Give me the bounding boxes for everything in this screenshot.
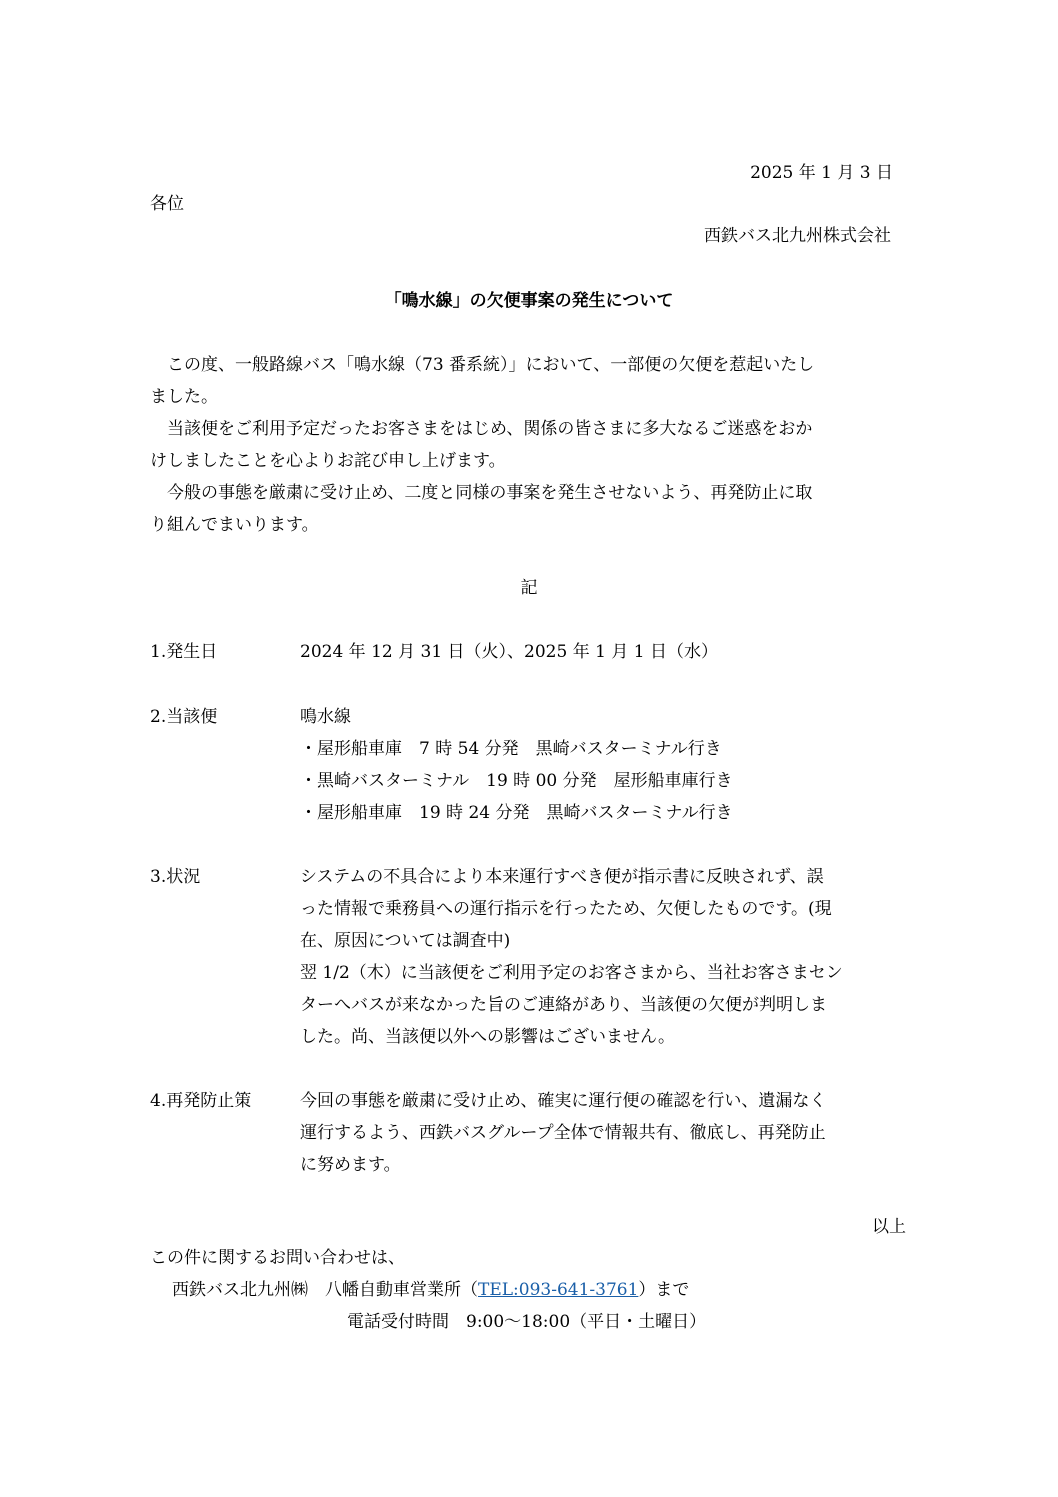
section-label-situation: 3.状況 <box>150 867 201 887</box>
section-content-line: ・黒崎バスターミナル 19 時 00 分発 屋形船車庫行き <box>300 771 733 791</box>
section-content-line: に努めます。 <box>300 1155 401 1175</box>
addressee: 各位 <box>150 194 184 214</box>
section-label-occurrence-date: 1.発生日 <box>150 642 218 662</box>
issuer-company: 西鉄バス北九州株式会社 <box>704 226 891 246</box>
contact-hours: 電話受付時間 9:00～18:00（平日・土曜日） <box>347 1312 707 1332</box>
contact-office-suffix: ）まで <box>638 1280 690 1300</box>
section-content-line: ・屋形船車庫 19 時 24 分発 黒崎バスターミナル行き <box>300 803 733 823</box>
intro-line: 今般の事態を厳粛に受け止め、二度と同様の事案を発生させないよう、再発防止に取 <box>150 483 813 503</box>
intro-line: けしましたことを心よりお詫び申し上げます。 <box>150 451 506 471</box>
section-content-line: した。尚、当該便以外への影響はございません。 <box>300 1027 676 1047</box>
section-content-line: 今回の事態を厳粛に受け止め、確実に運行便の確認を行い、遺漏なく <box>300 1091 827 1111</box>
ki-heading: 記 <box>520 578 538 598</box>
contact-office <box>172 1275 689 1300</box>
section-content-line: 2024 年 12 月 31 日（火）、2025 年 1 月 1 日（水） <box>300 642 718 662</box>
closing-mark: 以上 <box>872 1217 906 1237</box>
phone-link[interactable]: TEL:093-641-3761 <box>478 1280 639 1300</box>
section-content-line: 在、原因については調査中) <box>300 931 511 951</box>
intro-line: この度、一般路線バス「鳴水線（73 番系統）」において、一部便の欠便を惹起いたし <box>150 355 815 375</box>
section-content-line: 翌 1/2（木）に当該便をご利用予定のお客さまから、当社お客さまセン <box>300 963 843 983</box>
section-content-line: った情報で乗務員への運行指示を行ったため、欠便したものです。(現 <box>300 899 832 919</box>
section-content-line: ターへバスが来なかった旨のご連絡があり、当該便の欠便が判明しま <box>300 995 827 1015</box>
section-label-prevention: 4.再発防止策 <box>150 1091 252 1111</box>
intro-line: ました。 <box>150 387 218 407</box>
section-content-line: 運行するよう、西鉄バスグループ全体で情報共有、徹底し、再発防止 <box>300 1123 826 1143</box>
section-content-line: システムの不具合により本来運行すべき便が指示書に反映されず、誤 <box>300 867 824 887</box>
section-content-line: 鳴水線 <box>300 707 351 727</box>
section-label-affected-trips: 2.当該便 <box>150 707 218 727</box>
intro-line: 当該便をご利用予定だったお客さまをはじめ、関係の皆さまに多大なるご迷惑をおか <box>150 419 813 439</box>
section-content-line: ・屋形船車庫 7 時 54 分発 黒崎バスターミナル行き <box>300 739 722 759</box>
contact-intro: この件に関するお問い合わせは、 <box>150 1248 405 1268</box>
document-title: 「鳴水線」の欠便事案の発生について <box>384 291 674 311</box>
contact-office-prefix: 西鉄バス北九州㈱ 八幡自動車営業所（ <box>172 1280 478 1300</box>
intro-line: り組んでまいります。 <box>150 515 319 535</box>
document-date: 2025 年 1 月 3 日 <box>750 163 893 183</box>
